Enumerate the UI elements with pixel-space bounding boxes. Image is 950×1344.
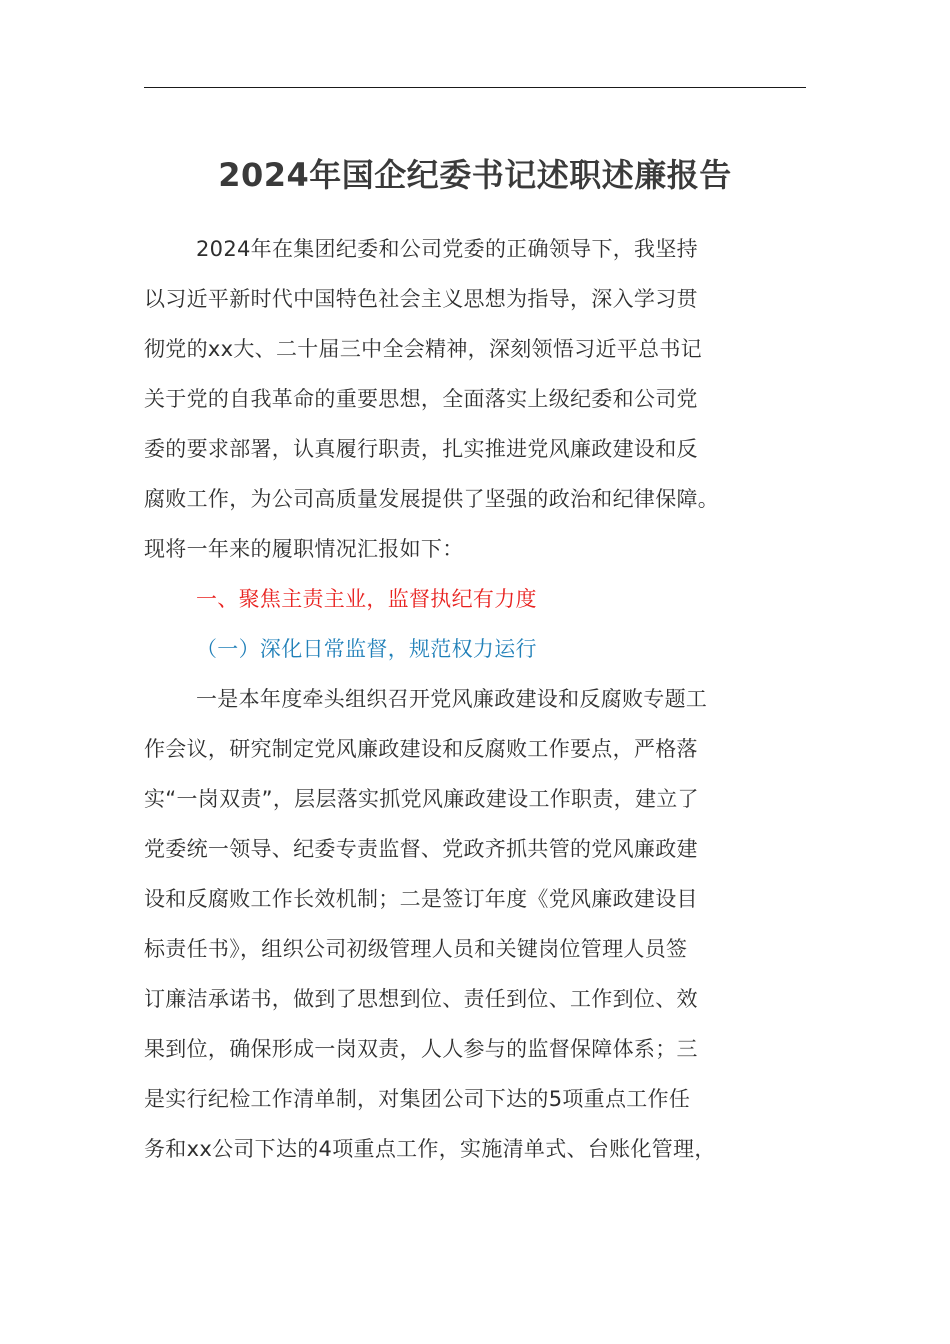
paragraph-line: 务和xx公司下达的4项重点工作，实施清单式、台账化管理， (144, 1137, 716, 1161)
paragraph-line: 关于党的自我革命的重要思想，全面落实上级纪委和公司党 (144, 387, 698, 411)
paragraph-line: 现将一年来的履职情况汇报如下： (144, 537, 464, 561)
paragraph-line: 作会议，研究制定党风廉政建设和反腐败工作要点，严格落 (144, 737, 698, 761)
section-heading: 一、聚焦主责主业，监督执纪有力度 (196, 587, 537, 611)
paragraph-line: 果到位，确保形成一岗双责，人人参与的监督保障体系；三 (144, 1037, 698, 1061)
paragraph-line: 腐败工作，为公司高质量发展提供了坚强的政治和纪律保障。 (144, 487, 720, 511)
subsection-heading: （一）深化日常监督，规范权力运行 (196, 637, 537, 661)
paragraph-line: 党委统一领导、纪委专责监督、党政齐抓共管的党风廉政建 (144, 837, 698, 861)
header-divider (144, 87, 806, 88)
paragraph-line: 设和反腐败工作长效机制；二是签订年度《党风廉政建设目 (144, 887, 698, 911)
document-body (144, 224, 806, 1174)
paragraph-line: 订廉洁承诺书，做到了思想到位、责任到位、工作到位、效 (144, 987, 698, 1011)
paragraph-line: 以习近平新时代中国特色社会主义思想为指导，深入学习贯 (144, 287, 698, 311)
paragraph-line: 是实行纪检工作清单制，对集团公司下达的5项重点工作任 (144, 1087, 691, 1111)
paragraph-line: 委的要求部署，认真履行职责，扎实推进党风廉政建设和反 (144, 437, 698, 461)
paragraph-line: 标责任书》，组织公司初级管理人员和关键岗位管理人员签 (144, 937, 688, 961)
paragraph-line: 2024年在集团纪委和公司党委的正确领导下，我坚持 (196, 237, 698, 261)
paragraph-line: 一是本年度牵头组织召开党风廉政建设和反腐败专题工 (196, 687, 708, 711)
paragraph-line: 实“一岗双责”，层层落实抓党风廉政建设工作职责，建立了 (144, 787, 699, 811)
document-title: 2024年国企纪委书记述职述廉报告 (218, 156, 732, 194)
paragraph-line: 彻党的xx大、二十届三中全会精神，深刻领悟习近平总书记 (144, 337, 702, 361)
